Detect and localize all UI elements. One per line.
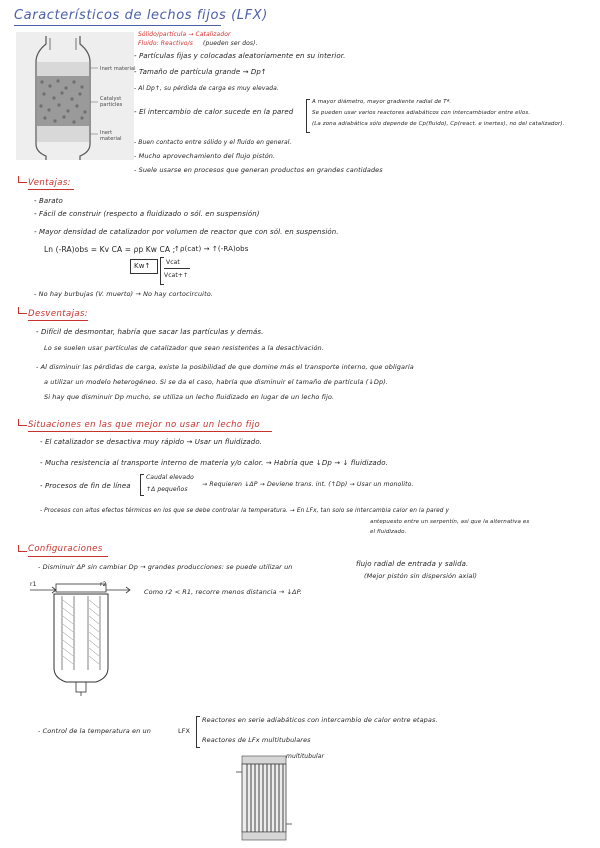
label-inert-top: Inert material: [100, 66, 136, 72]
bullet-good-contact: - Buen contacto entre sólido y el fluido en general.: [134, 139, 292, 146]
desventaja-desmontar-cont: Lo se suelen usar partículas de catalizador que sean resistentes a la desactivación.: [44, 344, 324, 352]
situacion-efectos-termicos: - Procesos con altos efectos térmicos en los que se debe controlar la temperatura. → En LFx, tan solo se intercambia calor en la pared y: [40, 508, 450, 514]
equation-density: ↑ρ(cat) → ↑(-RA)obs: [174, 245, 249, 253]
note-fluid-cont: (pueden ser dos).: [203, 40, 258, 47]
desventaja-perdidas-cont: a utilizar un modelo heterogéneo. Si se da el caso, habría que disminuir el tamaño de partícula (↓Dp).: [44, 378, 389, 386]
label-r1: r1: [30, 581, 37, 588]
fin-de-linea-pequenos: ↑Δ pequeños: [146, 486, 188, 493]
label-inert-bottom: Inert material: [100, 130, 122, 142]
desventajas-underline: [28, 320, 88, 321]
bullet-large-production: - Suele usarse en procesos que generan productos en grandes cantidades: [134, 166, 383, 174]
title-underline: [14, 25, 221, 26]
desventajas-heading: Desventajas:: [28, 309, 89, 319]
fin-de-linea-brace: [140, 474, 144, 496]
label-catalyst: Catalyst particles: [100, 96, 123, 108]
config-temperatura: - Control de la temperatura en un: [38, 727, 151, 735]
frac-line: [164, 268, 190, 269]
config-radial-flow: flujo radial de entrada y salida.: [356, 560, 469, 568]
situacion-transporte: - Mucha resistencia al transporte interno de materia y/o calor. → Habría que ↓Dp → ↓ fluidizado.: [40, 459, 389, 467]
multitubular-reactor-drawing: [236, 752, 292, 844]
heat-note-adiabatic: Se pueden usar varios reactores adiabáticos con intercambiador entre ellos.: [312, 110, 531, 116]
section-arrow-icon: [18, 419, 27, 426]
config-lfx-label: LFX: [178, 727, 191, 735]
fin-de-linea-caudal: Caudal elevado: [146, 474, 194, 481]
ventajas-heading: Ventajas:: [28, 178, 71, 188]
bullet-plug-flow: - Mucho aprovechamiento del flujo pistón.: [134, 152, 276, 160]
situaciones-underline: [28, 431, 272, 432]
ventaja-facil: - Fácil de construir (respecto a fluidizado o sól. en suspensión): [34, 210, 260, 218]
configuraciones-heading: Configuraciones: [28, 544, 103, 554]
bullet-particle-size: - Tamaño de partícula grande → Dp↑: [134, 68, 267, 76]
desventaja-perdidas: - Al disminuir las pérdidas de carga, existe la posibilidad de que domine más el transporte interno, que obligaría: [36, 363, 414, 371]
ventaja-no-burbujas: - No hay burbujas (V. muerto) → No hay cortocircuito.: [34, 290, 213, 298]
config-radial: - Disminuir ΔP sin cambiar Dp → grandes producciones: se puede utilizar un: [38, 563, 293, 571]
heat-note-zone: (La zona adiabática sólo depende de Cp(fluido), Cp(react. e inertes), no del catalizador).: [312, 121, 565, 127]
label-r2: r2: [100, 581, 107, 588]
situacion-efectos-cont2: el fluidizado.: [370, 529, 407, 535]
ventaja-barato: - Barato: [34, 197, 63, 205]
situacion-efectos-cont: antepuesto entre un serpentín, así que la alternativa es: [370, 519, 530, 525]
section-arrow-icon: [18, 176, 27, 183]
equation-rate: Ln (-RA)obs = Kv CA = ρp Kw CA ;: [44, 245, 176, 254]
frac-denominator: Vcat+↑: [164, 272, 189, 279]
desventaja-perdidas-cont2: Si hay que disminuir Dp mucho, se utiliza un lecho fluidizado en lugar de un lecho fijo.: [44, 393, 335, 401]
situacion-fin-de-linea-result: → Requieren ↓ΔP → Deviene trans. int. (↑Dp) → Usar un monolito.: [202, 481, 414, 488]
ventajas-underline: [28, 189, 74, 190]
equation-kw: Kw↑: [134, 262, 151, 270]
bullet-particles-fixed: - Partículas fijas y colocadas aleatoriamente en su interior.: [134, 52, 346, 60]
frac-numerator: Vcat: [166, 259, 180, 266]
note-fluid-reactives: Fluido: Reactivo/s: [138, 40, 194, 47]
ventaja-densidad: - Mayor densidad de catalizador por volumen de reactor que con sól. en suspensión.: [34, 228, 339, 236]
note-solid-catalyst: Sólido/partícula → Catalizador: [138, 31, 231, 38]
heat-note-diameter: A mayor diámetro, mayor gradiente radial de Tª.: [312, 99, 452, 105]
radial-reactor-drawing: [26, 578, 136, 696]
config-como: Como r2 < R1, recorre menos distancia → ↓ΔP.: [144, 588, 302, 596]
page-title: Característicos de lechos fijos (LFX): [14, 8, 268, 23]
fixed-bed-figure: [16, 32, 134, 160]
config-multitubulares: Reactores de LFx multitubulares: [202, 736, 311, 744]
section-arrow-icon: [18, 545, 27, 552]
heat-exchange-brace: [306, 99, 310, 133]
situacion-fin-de-linea: - Procesos de fin de línea: [40, 482, 131, 490]
config-radial-note: (Mejor pistón sin dispersión axial): [364, 572, 478, 580]
situaciones-heading: Situaciones en las que mejor no usar un lecho fijo: [28, 420, 261, 430]
temperatura-brace: [196, 716, 200, 748]
label-multitubular: multitubular: [286, 753, 325, 760]
configuraciones-underline: [28, 556, 108, 557]
bullet-pressure-drop: - Al Dp↑, su pérdida de carga es muy elevada.: [134, 85, 279, 92]
bullet-heat-exchange: - El intercambio de calor sucede en la pared: [134, 108, 294, 116]
situacion-desactiva: - El catalizador se desactiva muy rápido → Usar un fluidizado.: [40, 438, 263, 446]
desventaja-desmontar: - Difícil de desmontar, habría que sacar las partículas y demás.: [36, 328, 264, 336]
config-serie-adiabaticos: Reactores en serie adiabáticos con intercambio de calor entre etapas.: [202, 716, 438, 724]
section-arrow-icon: [18, 307, 27, 314]
